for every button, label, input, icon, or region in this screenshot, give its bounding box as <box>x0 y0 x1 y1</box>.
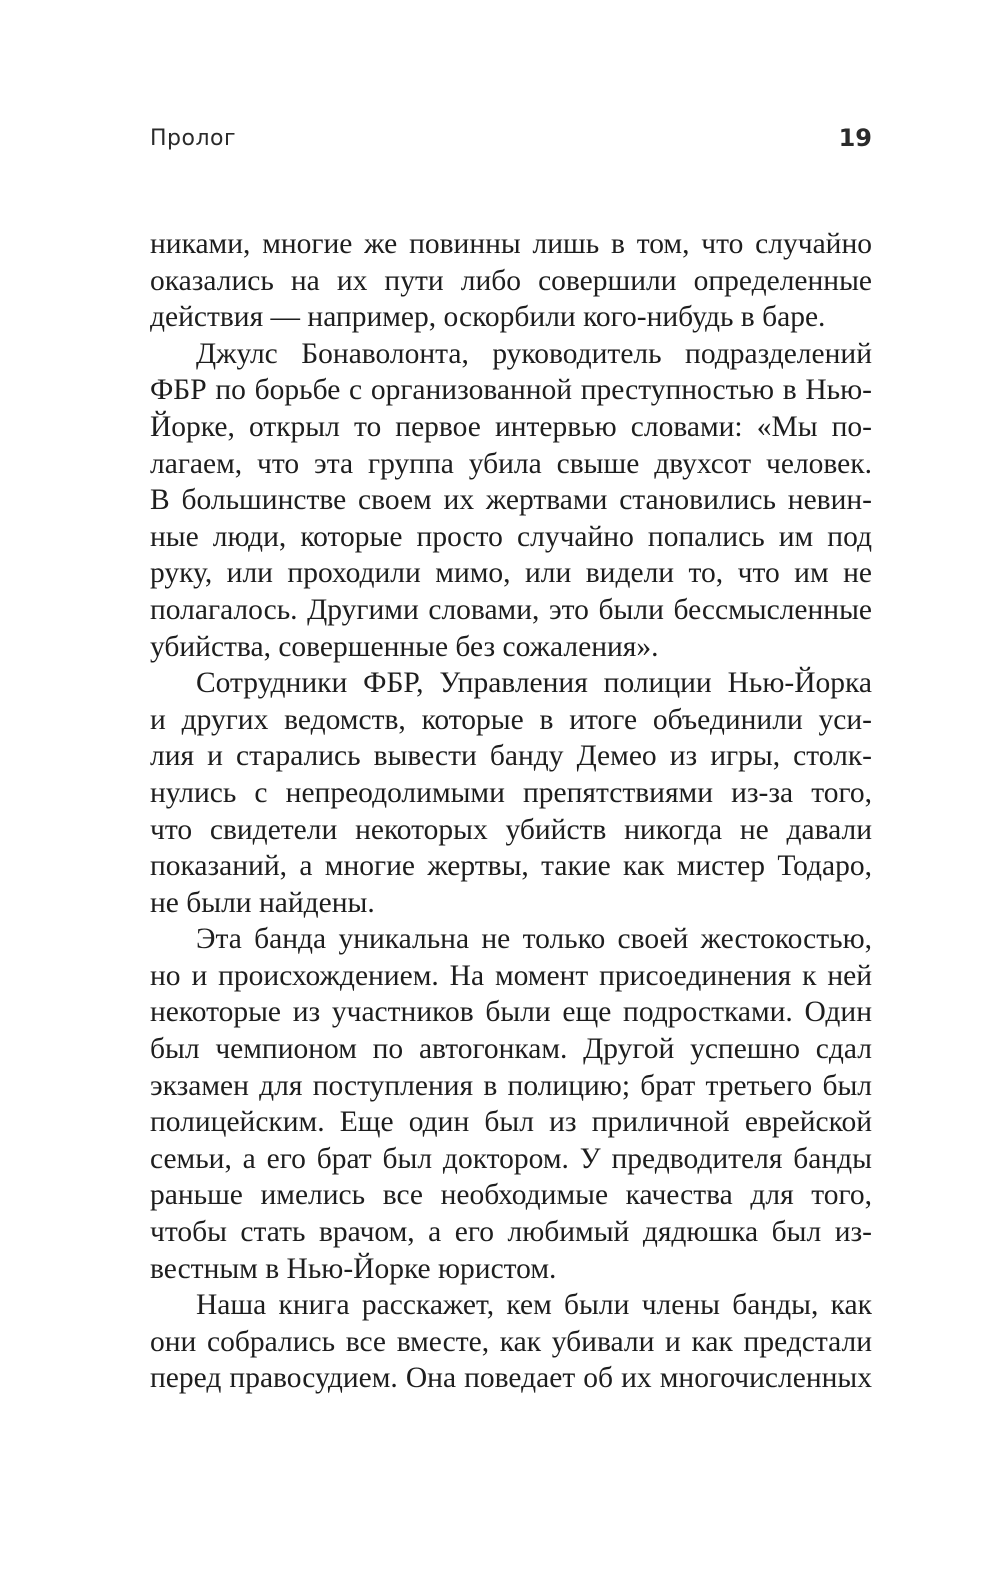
text-line: оказались на их пути либо совершили определенные <box>150 264 872 297</box>
body-text <box>150 226 872 1397</box>
page-number: 19 <box>838 124 872 152</box>
text-line: Сотрудники ФБР, Управления полиции Нью-Йорка <box>196 667 872 700</box>
text-line: они собрались все вместе, как убивали и как предстали <box>150 1325 872 1358</box>
text-line: не были найдены. <box>150 886 375 919</box>
text-line: полагалось. Другими словами, это были бессмысленные <box>150 593 872 626</box>
text-line: Джулс Бонаволонта, руководитель подразделений <box>196 337 872 370</box>
text-line: убийства, совершенные без сожаления». <box>150 630 659 663</box>
text-line: что свидетели некоторых убийств никогда не давали <box>150 813 872 846</box>
text-line: В большинстве своем их жертвами становились невин- <box>150 484 872 517</box>
text-line: был чемпионом по автогонкам. Другой успешно сдал <box>150 1033 872 1066</box>
paragraph <box>150 1287 872 1397</box>
paragraph <box>150 665 872 921</box>
paragraph <box>150 226 872 336</box>
text-line: некоторые из участников были еще подростками. Один <box>150 996 872 1029</box>
text-line: показаний, а многие жертвы, такие как мистер Тодаро, <box>150 850 872 883</box>
text-line: Наша книга расскажет, кем были члены банды, как <box>196 1289 872 1322</box>
text-line: и других ведомств, которые в итоге объединили уси- <box>150 703 872 736</box>
paragraph <box>150 921 872 1287</box>
text-line: лагаем, что эта группа убила свыше двухсот человек. <box>150 447 872 480</box>
text-line: руку, или проходили мимо, или видели то, что им не <box>150 557 872 590</box>
text-line: Йорке, открыл то первое интервью словами: «Мы по- <box>150 410 872 443</box>
text-line: но и происхождением. На момент присоединения к ней <box>150 959 872 992</box>
text-line: семьи, а его брат был доктором. У предводителя банды <box>150 1142 872 1175</box>
section-title: Пролог <box>150 125 237 151</box>
paragraph <box>150 336 872 665</box>
text-line: экзамен для поступления в полицию; брат третьего был <box>150 1069 872 1102</box>
running-head <box>150 118 872 158</box>
text-line: раньше имелись все необходимые качества для того, <box>150 1179 872 1212</box>
text-line: действия — например, оскорбили кого-нибудь в баре. <box>150 301 826 334</box>
text-line: никами, многие же повинны лишь в том, что случайно <box>150 228 872 260</box>
text-line: перед правосудием. Она поведает об их многочисленных <box>150 1362 872 1395</box>
text-line: ные люди, которые просто случайно попались им под <box>150 520 872 553</box>
text-line: лия и старались вывести банду Демео из игры, столк- <box>150 740 872 773</box>
text-line: чтобы стать врачом, а его любимый дядюшка был из- <box>150 1216 872 1249</box>
text-line: нулись с непреодолимыми препятствиями из-за того, <box>150 776 872 809</box>
text-line: вестным в Нью-Йорке юристом. <box>150 1252 557 1285</box>
text-line: ФБР по борьбе с организованной преступностью в Нью- <box>150 374 872 407</box>
text-line: полицейским. Еще один был из приличной еврейской <box>150 1106 872 1139</box>
text-line: Эта банда уникальна не только своей жестокостью, <box>196 923 872 956</box>
